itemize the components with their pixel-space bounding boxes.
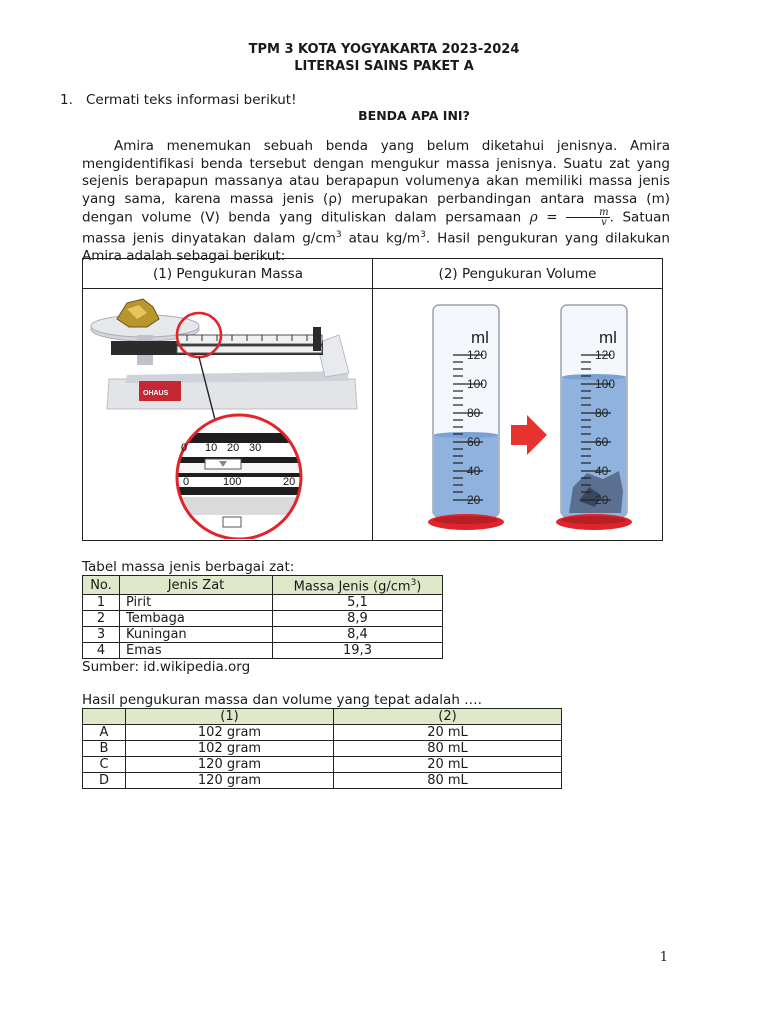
cylinder1-tick-100: 100	[467, 377, 488, 391]
answer-option-c[interactable]	[83, 757, 562, 773]
paragraph-text-4: . Hasil pengukuran yang dilakukan Amira adalah sebagai berikut:	[82, 230, 670, 264]
scale-top-tick-20: 20	[227, 442, 240, 454]
mass-header: (1) Pengukuran Massa	[83, 259, 373, 289]
header-jenis-zat: Jenis Zat	[120, 576, 273, 595]
table-header-row	[83, 709, 562, 725]
measurement-figure	[82, 258, 663, 541]
table-row	[83, 611, 443, 627]
cylinder2-tick-100: 100	[595, 377, 616, 391]
formula-lhs: ρ =	[529, 209, 558, 226]
cylinder-after	[556, 305, 632, 530]
scale-top-tick-0: 0	[181, 442, 188, 454]
table-row	[83, 595, 443, 611]
table-source: Sumber: id.wikipedia.org	[82, 659, 251, 675]
cylinder2-tick-60: 60	[595, 435, 609, 449]
page-number: 1	[659, 950, 668, 965]
header-mass: (1)	[126, 709, 334, 725]
unit-superscript-2: 3	[420, 230, 426, 240]
header-massa-jenis-text: Massa Jenis (g/cm	[293, 579, 411, 595]
row-no: 1	[83, 595, 120, 611]
scale-mid-tick-200: 20	[283, 476, 296, 488]
cylinder2-tick-80: 80	[595, 406, 609, 420]
header-massa-jenis-sup: 3	[410, 578, 417, 588]
cylinder1-tick-40: 40	[467, 464, 481, 478]
triple-beam-balance-illustration	[87, 291, 371, 539]
formula-numerator: m	[566, 208, 609, 218]
table-row	[83, 627, 443, 643]
option-volume: 20 mL	[334, 725, 562, 741]
row-no: 4	[83, 643, 120, 659]
row-density: 8,9	[273, 611, 443, 627]
scale-mid-tick-0: 0	[183, 476, 190, 488]
row-substance: Pirit	[120, 595, 273, 611]
scale-top-tick-10: 10	[205, 442, 218, 454]
paragraph-text-3: atau kg/m	[341, 230, 421, 247]
cylinder1-tick-120: 120	[467, 348, 488, 362]
table-header-row	[83, 576, 443, 595]
arrow-right-icon	[511, 415, 547, 455]
option-letter: C	[83, 757, 126, 773]
answer-option-a[interactable]	[83, 725, 562, 741]
cylinder1-unit: ml	[471, 328, 489, 347]
option-volume: 20 mL	[334, 757, 562, 773]
density-table-caption: Tabel massa jenis berbagai zat:	[82, 559, 295, 575]
paragraph-text-1: Amira menemukan sebuah benda yang belum diketahui jenisnya. Amira mengidentifikasi benda tersebut dengan mengukur massa jenisnya. Suatu zat yang sejenis berapapun massanya atau berapapun volumenya akan memiliki massa jenis yang sama, karena massa jenis (ρ) merupakan perbandingan antara massa (m) dengan volume (V) benda yang dituliskan dalam persamaan	[82, 138, 670, 226]
cylinder2-unit: ml	[599, 328, 617, 347]
cylinder1-tick-20: 20	[467, 493, 481, 507]
row-substance: Tembaga	[120, 611, 273, 627]
cylinder1-tick-80: 80	[467, 406, 481, 420]
question-intro	[60, 92, 297, 108]
row-density: 5,1	[273, 595, 443, 611]
question-instruction: Cermati teks informasi berikut!	[86, 92, 297, 108]
svg-text:OHAUS: OHAUS	[143, 390, 169, 397]
option-letter: A	[83, 725, 126, 741]
header-option	[83, 709, 126, 725]
volume-header: (2) Pengukuran Volume	[373, 259, 662, 289]
figure-divider	[372, 259, 373, 540]
answer-prompt: Hasil pengukuran massa dan volume yang tepat adalah ….	[82, 692, 482, 708]
option-letter: D	[83, 773, 126, 789]
formula-fraction	[566, 208, 609, 227]
paragraph-text-2: . Satuan massa jenis dinyatakan dalam g/cm	[82, 209, 671, 247]
document-title: TPM 3 KOTA YOGYAKARTA 2023-2024	[248, 42, 520, 57]
cylinder2-tick-120: 120	[595, 348, 616, 362]
cylinder-before	[428, 305, 504, 530]
option-mass: 102 gram	[126, 725, 334, 741]
option-volume: 80 mL	[334, 741, 562, 757]
reading-paragraph	[82, 138, 670, 266]
header-massa-jenis-end: )	[416, 579, 422, 595]
option-volume: 80 mL	[334, 773, 562, 789]
row-density: 19,3	[273, 643, 443, 659]
answer-option-d[interactable]	[83, 773, 562, 789]
option-mass: 120 gram	[126, 757, 334, 773]
graduated-cylinders-illustration	[375, 291, 661, 539]
question-number: 1.	[60, 92, 73, 108]
option-mass: 102 gram	[126, 741, 334, 757]
row-density: 8,4	[273, 627, 443, 643]
document-subtitle: LITERASI SAINS PAKET A	[294, 59, 474, 74]
answer-options-table	[82, 708, 562, 789]
cylinder2-tick-40: 40	[595, 464, 609, 478]
unit-superscript: 3	[335, 230, 342, 240]
option-mass: 120 gram	[126, 773, 334, 789]
header-no: No.	[83, 576, 120, 595]
table-row	[83, 643, 443, 659]
scale-top-tick-30: 30	[249, 442, 262, 454]
row-no: 3	[83, 627, 120, 643]
cylinder2-tick-20: 20	[595, 493, 609, 507]
reading-title: BENDA APA INI?	[358, 108, 470, 123]
row-substance: Kuningan	[120, 627, 273, 643]
cylinder1-tick-60: 60	[467, 435, 481, 449]
density-table	[82, 575, 443, 659]
scale-mid-tick-100: 100	[223, 476, 242, 488]
answer-option-b[interactable]	[83, 741, 562, 757]
header-volume: (2)	[334, 709, 562, 725]
option-letter: B	[83, 741, 126, 757]
formula-denominator: v	[601, 217, 607, 228]
row-substance: Emas	[120, 643, 273, 659]
header-massa-jenis	[273, 576, 443, 595]
row-no: 2	[83, 611, 120, 627]
